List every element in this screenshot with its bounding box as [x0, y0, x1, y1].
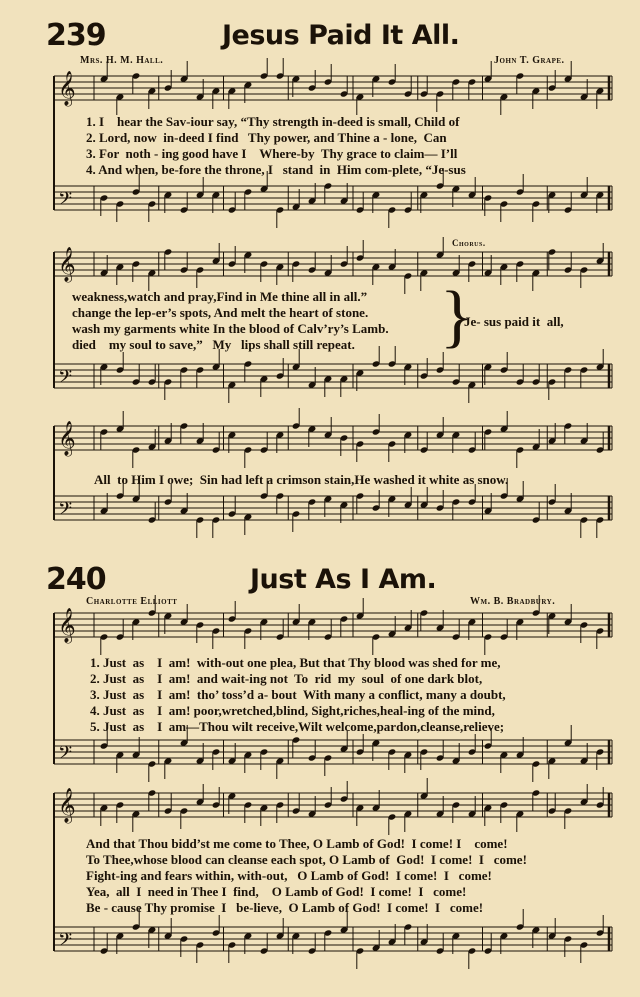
treble-clef-icon: 𝄞 [58, 788, 76, 823]
lyric-line: 3. Just as I am! tho’ toss’d a- bout With many a conflict, many a doubt, [90, 687, 506, 702]
chorus-lyric-line: All to Him I owe; Sin had left a crimson stain,He washed it white as snow. [94, 472, 509, 487]
bass-clef-icon: 𝄢 [58, 367, 73, 392]
bass-clef-icon: 𝄢 [58, 930, 73, 955]
lyric-line: weakness,watch and pray,Find in Me thine all in all.” [72, 289, 368, 304]
hymn-title: Just As I Am. [250, 564, 437, 595]
lyric-line: 3. For noth - ing good have I Where-by Thy grace to claim— I’ll [86, 146, 458, 161]
hymn-number: 240 [46, 562, 106, 597]
lyric-line: Be - cause Thy promise I be-lieve, O Lamb of God! I come! I come! [86, 900, 484, 915]
verse-lines-system-2 [72, 289, 389, 353]
hymn-composer: John T. Grape. [494, 55, 565, 66]
lyric-line: To Thee,whose blood can cleanse each spot, O Lamb of God! I come! I come! [86, 852, 527, 867]
lyric-line: 4. Just as I am! poor,wretched,blind, Sight,riches,heal-ing of the mind, [90, 703, 495, 718]
verse-brace: } [440, 278, 474, 355]
treble-clef-icon: 𝄞 [58, 608, 76, 643]
lyric-line: wash my garments white In the blood of Calv’ry’s Lamb. [72, 321, 389, 336]
bass-clef-icon: 𝄢 [58, 499, 73, 524]
bass-clef-icon: 𝄢 [58, 743, 73, 768]
verse-lines-system-2 [86, 836, 527, 916]
treble-clef-icon: 𝄞 [58, 247, 76, 282]
lyric-line: 5. Just as I am—Thou wilt receive,Wilt welcome,pardon,cleanse,relieve; [90, 719, 505, 734]
treble-clef-icon: 𝄞 [58, 421, 76, 456]
hymn-number: 239 [46, 18, 106, 53]
bass-clef-icon: 𝄢 [58, 189, 73, 214]
chorus-label: Chorus. [452, 238, 486, 248]
lyric-line: 1. I hear the Sav-iour say, “Thy strength in-deed is small, Child of [86, 114, 460, 129]
hymn-title: Jesus Paid It All. [222, 20, 460, 51]
lyric-line: And that Thou bidd’st me come to Thee, O Lamb of God! I come! I come! [86, 836, 508, 851]
hymn-author: Charlotte Elliott [86, 596, 178, 607]
lyric-line: 2. Lord, now in-deed I find Thy power, and Thine a - lone, Can [86, 130, 447, 145]
lyric-line: 2. Just as I am! and wait-ing not To rid my soul of one dark blot, [90, 671, 483, 686]
treble-clef-icon: 𝄞 [58, 71, 76, 106]
lyric-line: Yea, all I need in Thee I find, O Lamb of God! I come! I come! [86, 884, 467, 899]
lyric-line: 4. And when, be-fore the throne, I stand in Him com-plete, “Je-sus [86, 162, 466, 177]
verse-lines-system-1 [90, 655, 506, 735]
chorus-start-line: Je- sus paid it all, [464, 314, 564, 329]
hymn-composer: Wm. B. Bradbury. [470, 596, 556, 607]
verse-lines-system-1 [86, 114, 466, 178]
lyric-line: died my soul to save,” My lips shall still repeat. [72, 337, 355, 352]
lyric-line: change the lep-er’s spots, And melt the heart of stone. [72, 305, 369, 320]
lyric-line: Fight-ing and fears within, with-out, O Lamb of God! I come! I come! [86, 868, 492, 883]
lyric-line: 1. Just as I am! with-out one plea, But that Thy blood was shed for me, [90, 655, 501, 670]
hymn-author: Mrs. H. M. Hall. [80, 55, 164, 66]
